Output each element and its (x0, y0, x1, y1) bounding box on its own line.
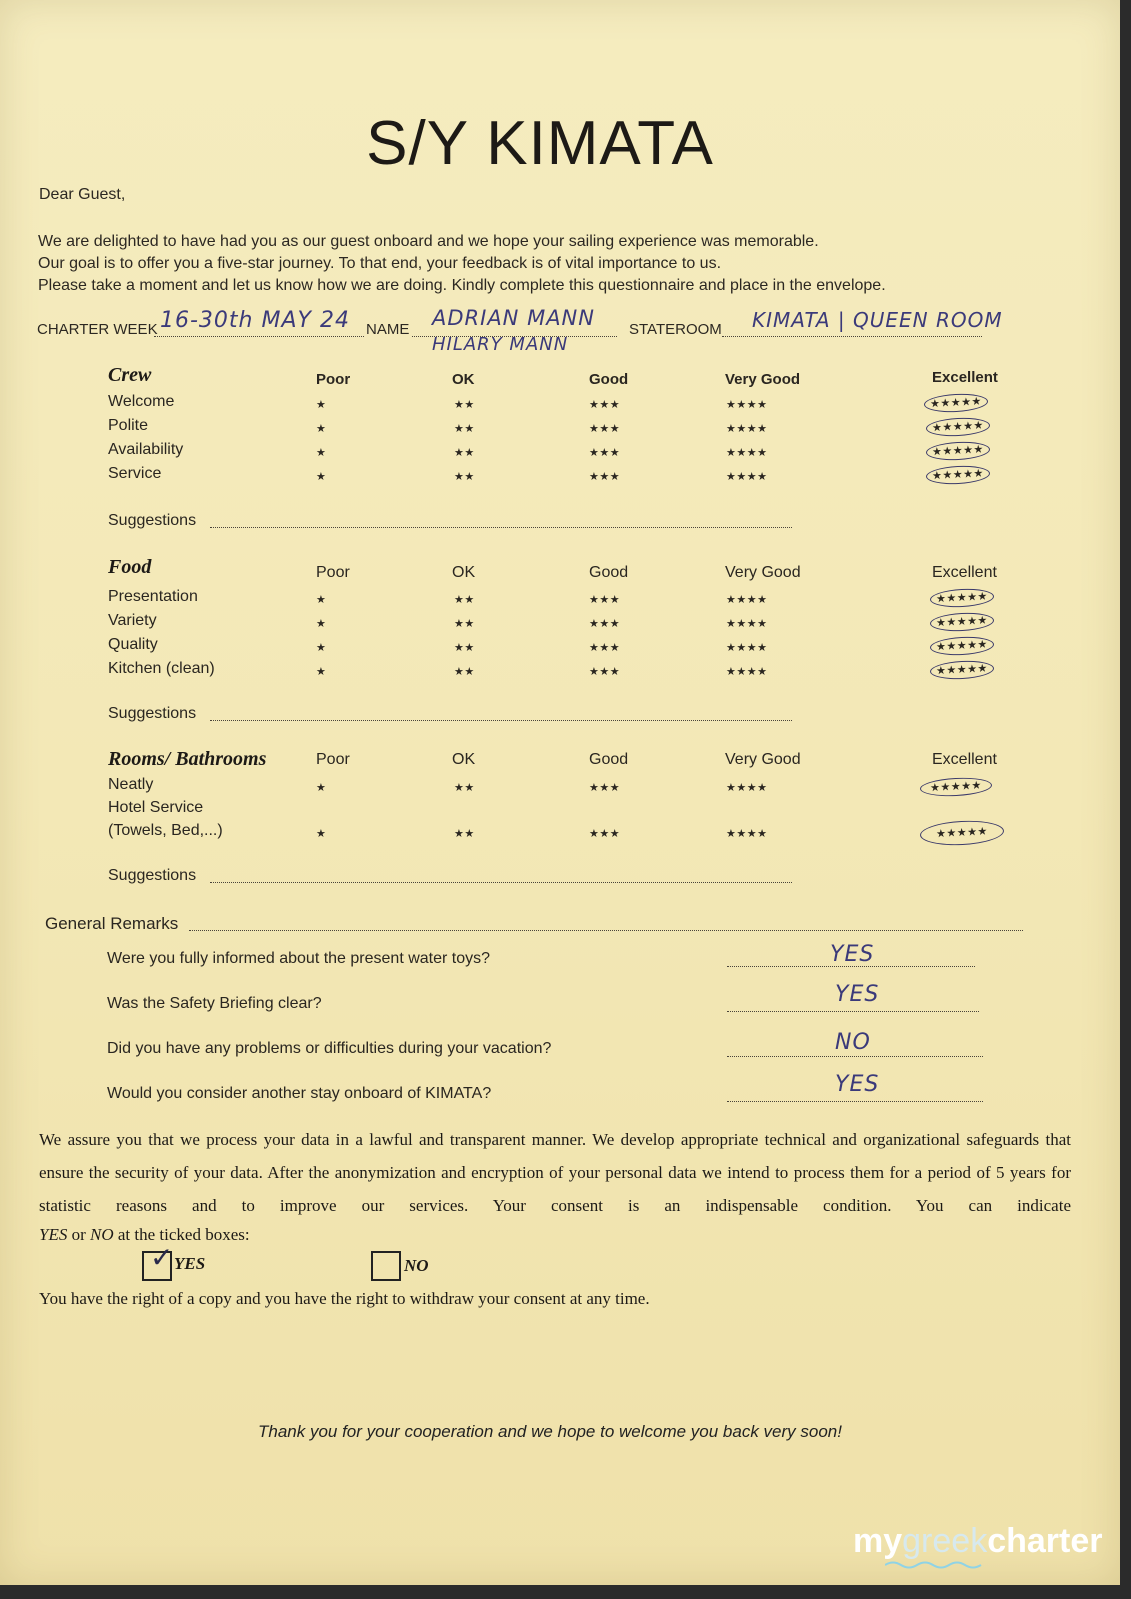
food-presentation-excellent-circled[interactable]: ★★★★★ (930, 587, 995, 608)
crew-row-welcome: Welcome (108, 393, 175, 410)
rooms-row-hotel-service: Hotel Service (108, 799, 204, 816)
crew-service-poor[interactable]: ★ (316, 471, 327, 483)
consent-text: We assure you that we process your data in a lawful and transparent manner. We develop appropriate technical and organizational safeguards that ensure the security of your data. After the anonymization and encryption of your personal data we intend to process them for a period of 5 years for statistic reasons and to improve our services. Your consent is an indispensable condition. You can indicate (39, 1130, 1071, 1215)
question-safety-briefing: Was the Safety Briefing clear? (107, 995, 322, 1012)
answer-safety-briefing[interactable]: YES (835, 982, 880, 1007)
rooms-header-good: Good (589, 751, 629, 768)
rooms-suggestions-line[interactable] (210, 882, 792, 883)
rooms-neatly-good[interactable]: ★★★ (589, 782, 621, 794)
food-suggestions-label: Suggestions (108, 705, 197, 722)
name-value-1[interactable]: ADRIAN MANN (432, 306, 595, 330)
intro-line-3: Please take a moment and let us know how we are doing. Kindly complete this questionnaire and place in the envelope. (38, 277, 886, 294)
greeting: Dear Guest, (39, 186, 126, 203)
food-presentation-ok[interactable]: ★★ (454, 594, 475, 606)
food-suggestions-line[interactable] (210, 720, 792, 721)
question-another-stay: Would you consider another stay onboard of KIMATA? (107, 1085, 492, 1102)
consent-or: or (71, 1225, 86, 1244)
answer-another-stay[interactable]: YES (835, 1072, 880, 1097)
answer-line-another-stay (727, 1101, 983, 1102)
rooms-row-towels-bed: (Towels, Bed,...) (108, 822, 223, 839)
mygreekcharter-logo (853, 1522, 1102, 1561)
crew-suggestions-line[interactable] (210, 527, 792, 528)
rooms-neatly-excellent-circled[interactable]: ★★★★★ (920, 776, 993, 798)
rooms-neatly-ok[interactable]: ★★ (454, 782, 475, 794)
food-row-variety: Variety (108, 612, 157, 629)
rooms-hotel-excellent-circled[interactable]: ★★★★★ (919, 819, 1004, 847)
crew-polite-very-good[interactable]: ★★★★ (726, 423, 768, 435)
rooms-neatly-very-good[interactable]: ★★★★ (726, 782, 768, 794)
food-quality-excellent-circled[interactable]: ★★★★★ (930, 635, 995, 656)
consent-no-word: NO (90, 1225, 114, 1244)
food-header-excellent: Excellent (932, 564, 997, 581)
food-kitchen-ok[interactable]: ★★ (454, 666, 475, 678)
crew-availability-good[interactable]: ★★★ (589, 447, 621, 459)
rooms-header-poor: Poor (316, 751, 350, 768)
stateroom-line (722, 336, 982, 337)
consent-no-checkbox[interactable] (371, 1251, 401, 1281)
crew-availability-ok[interactable]: ★★ (454, 447, 475, 459)
food-quality-poor[interactable]: ★ (316, 642, 327, 654)
crew-header-poor: Poor (316, 371, 351, 388)
food-quality-good[interactable]: ★★★ (589, 642, 621, 654)
rooms-hotel-good[interactable]: ★★★ (589, 828, 621, 840)
charter-week-line (154, 336, 364, 337)
charter-week-label: CHARTER WEEK (37, 321, 158, 338)
crew-polite-good[interactable]: ★★★ (589, 423, 621, 435)
consent-yes-word: YES (39, 1225, 68, 1244)
food-kitchen-poor[interactable]: ★ (316, 666, 327, 678)
food-quality-ok[interactable]: ★★ (454, 642, 475, 654)
crew-service-good[interactable]: ★★★ (589, 471, 621, 483)
rooms-suggestions-label: Suggestions (108, 867, 197, 884)
consent-instruction (39, 1222, 250, 1248)
rooms-header-very-good: Very Good (725, 751, 801, 768)
food-row-presentation: Presentation (108, 588, 198, 605)
food-row-kitchen: Kitchen (clean) (108, 660, 215, 677)
food-presentation-good[interactable]: ★★★ (589, 594, 621, 606)
food-variety-very-good[interactable]: ★★★★ (726, 618, 768, 630)
logo-part-my: my (853, 1522, 903, 1560)
crew-availability-poor[interactable]: ★ (316, 447, 327, 459)
answer-line-safety-briefing (727, 1011, 979, 1012)
crew-header-very-good: Very Good (725, 371, 801, 388)
crew-welcome-good[interactable]: ★★★ (589, 399, 621, 411)
food-header-ok: OK (452, 564, 476, 581)
consent-tail: at the ticked boxes: (117, 1225, 250, 1244)
crew-service-excellent-circled[interactable]: ★★★★★ (926, 464, 991, 485)
food-kitchen-excellent-circled[interactable]: ★★★★★ (930, 659, 995, 680)
food-presentation-poor[interactable]: ★ (316, 594, 327, 606)
food-header-poor: Poor (316, 564, 350, 581)
logo-part-charter: charter (987, 1522, 1103, 1560)
rooms-row-neatly: Neatly (108, 776, 154, 793)
crew-polite-poor[interactable]: ★ (316, 423, 327, 435)
crew-suggestions-label: Suggestions (108, 512, 197, 529)
crew-row-polite: Polite (108, 417, 149, 434)
rights-text: You have the right of a copy and you have the right to withdraw your consent at any time. (39, 1289, 650, 1308)
crew-row-availability: Availability (108, 441, 184, 458)
stateroom-value[interactable]: KIMATA | QUEEN ROOM (752, 308, 1003, 332)
consent-no-label: NO (404, 1256, 429, 1275)
food-header-good: Good (589, 564, 629, 581)
answer-problems[interactable]: NO (835, 1030, 871, 1055)
question-problems: Did you have any problems or difficulties during your vacation? (107, 1040, 552, 1057)
crew-availability-very-good[interactable]: ★★★★ (726, 447, 768, 459)
food-variety-poor[interactable]: ★ (316, 618, 327, 630)
logo-part-greek: greek (902, 1522, 988, 1560)
food-variety-excellent-circled[interactable]: ★★★★★ (930, 611, 995, 632)
food-row-quality: Quality (108, 636, 158, 653)
charter-week-value[interactable]: 16-30th MAY 24 (160, 308, 350, 333)
rooms-hotel-poor[interactable]: ★ (316, 828, 327, 840)
rooms-header-ok: OK (452, 751, 476, 768)
crew-welcome-ok[interactable]: ★★ (454, 399, 475, 411)
general-remarks-label: General Remarks (45, 914, 179, 933)
thanks-message: Thank you for your cooperation and we hope to welcome you back very soon! (257, 1422, 842, 1441)
question-water-toys: Were you fully informed about the present water toys? (107, 950, 491, 967)
crew-service-ok[interactable]: ★★ (454, 471, 475, 483)
rooms-neatly-poor[interactable]: ★ (316, 782, 327, 794)
crew-row-service: Service (108, 465, 162, 482)
crew-polite-excellent-circled[interactable]: ★★★★★ (926, 416, 991, 437)
general-remarks-line[interactable] (189, 930, 1023, 931)
crew-welcome-excellent-circled[interactable]: ★★★★★ (924, 392, 989, 413)
food-header-very-good: Very Good (725, 564, 801, 581)
food-kitchen-very-good[interactable]: ★★★★ (726, 666, 768, 678)
crew-section-title: Crew (108, 364, 152, 386)
page-title: S/Y KIMATA (366, 109, 714, 178)
consent-yes-label: YES (174, 1254, 206, 1273)
crew-header-ok: OK (452, 371, 475, 388)
answer-water-toys[interactable]: YES (830, 942, 875, 967)
crew-polite-ok[interactable]: ★★ (454, 423, 475, 435)
crew-welcome-poor[interactable]: ★ (316, 399, 327, 411)
food-presentation-very-good[interactable]: ★★★★ (726, 594, 768, 606)
crew-header-good: Good (589, 371, 629, 388)
crew-availability-excellent-circled[interactable]: ★★★★★ (926, 440, 991, 461)
intro-line-1: We are delighted to have had you as our guest onboard and we hope your sailing experience was memorable. (38, 233, 819, 250)
food-section-title: Food (108, 556, 152, 578)
food-quality-very-good[interactable]: ★★★★ (726, 642, 768, 654)
answer-line-problems (727, 1056, 983, 1057)
crew-welcome-very-good[interactable]: ★★★★ (726, 399, 768, 411)
food-variety-ok[interactable]: ★★ (454, 618, 475, 630)
name-value-2[interactable]: HILARY MANN (432, 334, 569, 355)
food-variety-good[interactable]: ★★★ (589, 618, 621, 630)
stateroom-label: STATEROOM (629, 321, 722, 338)
consent-yes-check-mark: ✓ (150, 1241, 174, 1274)
intro-line-2: Our goal is to offer you a five-star journey. To that end, your feedback is of vital importance to us. (38, 255, 722, 272)
food-kitchen-good[interactable]: ★★★ (589, 666, 621, 678)
logo-wave-icon (885, 1560, 985, 1570)
rooms-header-excellent: Excellent (932, 751, 997, 768)
rooms-hotel-very-good[interactable]: ★★★★ (726, 828, 768, 840)
name-label: NAME (366, 321, 410, 338)
rooms-section-title: Rooms/ Bathrooms (108, 748, 267, 770)
crew-service-very-good[interactable]: ★★★★ (726, 471, 768, 483)
rooms-hotel-ok[interactable]: ★★ (454, 828, 475, 840)
crew-header-excellent: Excellent (932, 369, 998, 386)
